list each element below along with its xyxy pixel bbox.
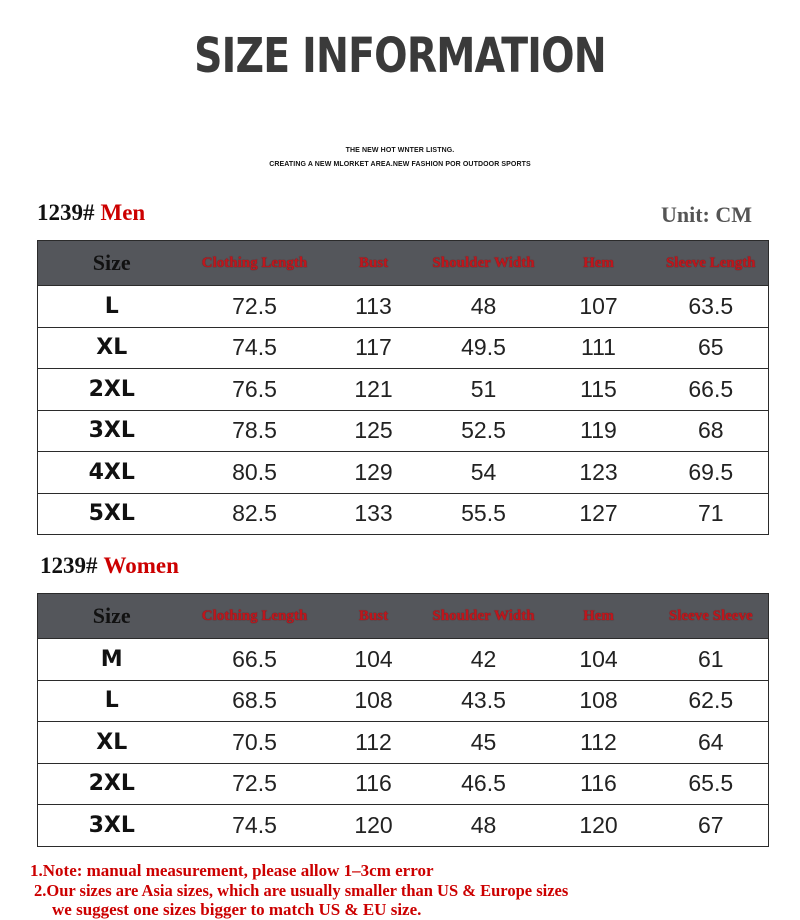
value-cell: 74.5 xyxy=(186,805,324,847)
value-cell: 120 xyxy=(544,805,654,847)
size-cell: M xyxy=(38,639,186,681)
value-cell: 129 xyxy=(324,452,424,494)
value-cell: 45 xyxy=(424,722,544,764)
women-header-hem: Hem xyxy=(544,594,654,639)
women-header-clothing-length: Clothing Length xyxy=(186,594,324,639)
value-cell: 65.5 xyxy=(654,763,769,805)
value-cell: 104 xyxy=(544,639,654,681)
note-line-2: 2.Our sizes are Asia sizes, which are usually smaller than US & Europe sizes xyxy=(34,881,569,900)
value-cell: 107 xyxy=(544,286,654,328)
women-header-shoulder-width: Shoulder Width xyxy=(424,594,544,639)
value-cell: 117 xyxy=(324,327,424,369)
value-cell: 78.5 xyxy=(186,410,324,452)
value-cell: 55.5 xyxy=(424,493,544,535)
table-row xyxy=(38,286,769,328)
value-cell: 42 xyxy=(424,639,544,681)
value-cell: 54 xyxy=(424,452,544,494)
women-size-table xyxy=(37,593,769,847)
men-table-header-row xyxy=(38,241,769,286)
size-cell: 2XL xyxy=(38,763,186,805)
value-cell: 66.5 xyxy=(654,369,769,411)
value-cell: 74.5 xyxy=(186,327,324,369)
table-row xyxy=(38,639,769,681)
value-cell: 48 xyxy=(424,286,544,328)
size-cell: 3XL xyxy=(38,805,186,847)
table-row xyxy=(38,369,769,411)
value-cell: 61 xyxy=(654,639,769,681)
women-header-size: Size xyxy=(38,594,186,639)
value-cell: 70.5 xyxy=(186,722,324,764)
size-cell: 5XL xyxy=(38,493,186,535)
value-cell: 119 xyxy=(544,410,654,452)
women-table-header-row xyxy=(38,594,769,639)
men-size-table xyxy=(37,240,769,535)
value-cell: 125 xyxy=(324,410,424,452)
men-section-heading xyxy=(37,200,145,226)
value-cell: 72.5 xyxy=(186,763,324,805)
value-cell: 68 xyxy=(654,410,769,452)
size-cell: L xyxy=(38,286,186,328)
value-cell: 127 xyxy=(544,493,654,535)
value-cell: 63.5 xyxy=(654,286,769,328)
value-cell: 49.5 xyxy=(424,327,544,369)
men-header-hem: Hem xyxy=(544,241,654,286)
value-cell: 113 xyxy=(324,286,424,328)
value-cell: 112 xyxy=(324,722,424,764)
table-row xyxy=(38,452,769,494)
value-cell: 116 xyxy=(544,763,654,805)
men-model-number: 1239# xyxy=(37,200,95,225)
women-gender-label: Women xyxy=(103,553,179,578)
value-cell: 65 xyxy=(654,327,769,369)
table-row xyxy=(38,327,769,369)
table-row xyxy=(38,763,769,805)
value-cell: 68.5 xyxy=(186,680,324,722)
value-cell: 104 xyxy=(324,639,424,681)
value-cell: 62.5 xyxy=(654,680,769,722)
table-row xyxy=(38,410,769,452)
men-header-shoulder-width: Shoulder Width xyxy=(424,241,544,286)
value-cell: 108 xyxy=(324,680,424,722)
men-header-size: Size xyxy=(38,241,186,286)
value-cell: 112 xyxy=(544,722,654,764)
value-cell: 108 xyxy=(544,680,654,722)
men-header-clothing-length: Clothing Length xyxy=(186,241,324,286)
table-row xyxy=(38,722,769,764)
value-cell: 66.5 xyxy=(186,639,324,681)
value-cell: 48 xyxy=(424,805,544,847)
size-cell: 2XL xyxy=(38,369,186,411)
value-cell: 115 xyxy=(544,369,654,411)
size-cell: XL xyxy=(38,327,186,369)
value-cell: 46.5 xyxy=(424,763,544,805)
men-header-bust: Bust xyxy=(324,241,424,286)
women-model-number: 1239# xyxy=(40,553,98,578)
value-cell: 64 xyxy=(654,722,769,764)
table-row xyxy=(38,680,769,722)
value-cell: 67 xyxy=(654,805,769,847)
size-cell: 3XL xyxy=(38,410,186,452)
value-cell: 71 xyxy=(654,493,769,535)
value-cell: 69.5 xyxy=(654,452,769,494)
women-section-heading xyxy=(40,553,179,579)
note-line-1: 1.Note: manual measurement, please allow 1–3cm error xyxy=(30,861,434,880)
value-cell: 116 xyxy=(324,763,424,805)
value-cell: 120 xyxy=(324,805,424,847)
size-cell: XL xyxy=(38,722,186,764)
subtitle-line-2: CREATING A NEW MLORKET AREA.NEW FASHION POR OUTDOOR SPORTS xyxy=(269,161,531,168)
value-cell: 133 xyxy=(324,493,424,535)
women-header-sleeve: Sleeve Sleeve xyxy=(654,594,769,639)
value-cell: 72.5 xyxy=(186,286,324,328)
value-cell: 121 xyxy=(324,369,424,411)
value-cell: 123 xyxy=(544,452,654,494)
size-cell: L xyxy=(38,680,186,722)
subtitle-line-1: THE NEW HOT WNTER LISTNG. xyxy=(345,147,455,154)
value-cell: 80.5 xyxy=(186,452,324,494)
men-header-sleeve-length: Sleeve Length xyxy=(654,241,769,286)
value-cell: 52.5 xyxy=(424,410,544,452)
women-header-bust: Bust xyxy=(324,594,424,639)
value-cell: 76.5 xyxy=(186,369,324,411)
value-cell: 82.5 xyxy=(186,493,324,535)
men-gender-label: Men xyxy=(100,200,146,225)
size-cell: 4XL xyxy=(38,452,186,494)
value-cell: 111 xyxy=(544,327,654,369)
table-row xyxy=(38,493,769,535)
value-cell: 43.5 xyxy=(424,680,544,722)
table-row xyxy=(38,805,769,847)
page-title: SIZE INFORMATION xyxy=(194,28,606,84)
note-line-3: we suggest one sizes bigger to match US & EU size. xyxy=(52,900,422,919)
unit-label: Unit: CM xyxy=(660,202,752,227)
value-cell: 51 xyxy=(424,369,544,411)
